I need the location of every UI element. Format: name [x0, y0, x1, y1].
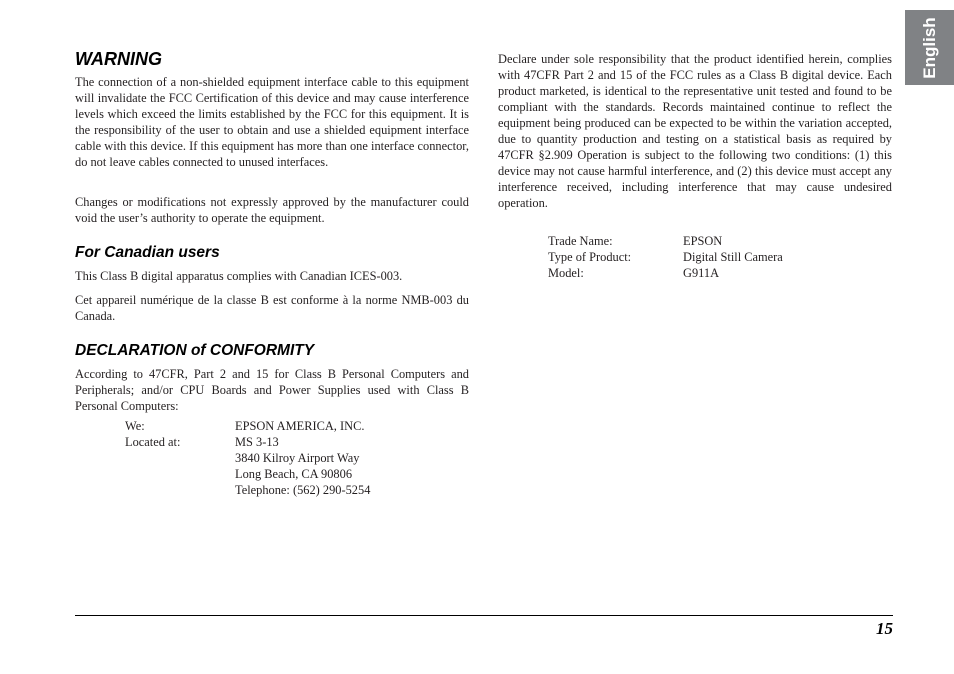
- trade-name-label: Trade Name:: [548, 234, 613, 248]
- canadian-paragraph-1: This Class B digital apparatus complies with Canadian ICES-003.: [75, 269, 403, 283]
- product-type-label: Type of Product:: [548, 250, 632, 264]
- language-tab: [905, 10, 954, 85]
- product-type-value: Digital Still Camera: [683, 250, 783, 264]
- address-line: MS 3-13: [235, 435, 279, 449]
- model-value: G911A: [683, 266, 720, 280]
- model-label: Model:: [548, 266, 584, 280]
- declaration-paragraph: According to 47CFR, Part 2 and 15 for Class B Personal Computers and Peripherals; and/or CPU Boards and Power Supplies used with Class B Personal Computers:: [75, 367, 469, 413]
- address-line: Long Beach, CA 90806: [235, 467, 353, 481]
- located-at-label: Located at:: [125, 435, 181, 449]
- language-tab-label: English: [919, 16, 939, 79]
- warning-paragraph-1: The connection of a non-shielded equipment interface cable to this equipment will invalidate the FCC Certification of this device and may cause interference levels which exceed the limits established by the FCC for this equipment. It is the responsibility of the user to obtain and use a shielded equipment interface cable with this device. If this equipment has more than one interface connector, do not leave cables connected to unused interfaces.: [75, 75, 469, 169]
- we-label: We:: [125, 419, 145, 433]
- telephone-line: Telephone: (562) 290-5254: [235, 483, 371, 497]
- canadian-paragraph-2: Cet appareil numérique de la classe B est conforme à la norme NMB-003 du Canada.: [75, 293, 469, 323]
- page-number: 15: [876, 619, 893, 638]
- warning-paragraph-2: Changes or modifications not expressly approved by the manufacturer could void the user’s authority to operate the equipment.: [75, 195, 469, 225]
- we-value: EPSON AMERICA, INC.: [235, 419, 365, 433]
- address-line: 3840 Kilroy Airport Way: [235, 451, 360, 465]
- declaration-statement: Declare under sole responsibility that the product identified herein, complies with 47CFR Part 2 and 15 of the FCC rules as a Class B digital device. Each product marketed, is identical to the representative unit tested and found to be compliant with the standards. Records maintained continue to reflect the equipment being produced can be expected to be within the variation accepted, due to quantity production and testing on a statistical basis as required by 47CFR §2.909 Operation is subject to the following two conditions: (1) this device may not cause harmful interference, and (2) this device must accept any interference received, including interference that may cause undesired operation.: [498, 52, 892, 210]
- trade-name-value: EPSON: [683, 234, 723, 248]
- canadian-users-heading: For Canadian users: [75, 244, 220, 261]
- footer-divider: [75, 615, 893, 616]
- warning-heading: WARNING: [75, 49, 162, 69]
- declaration-heading: DECLARATION of CONFORMITY: [75, 342, 315, 359]
